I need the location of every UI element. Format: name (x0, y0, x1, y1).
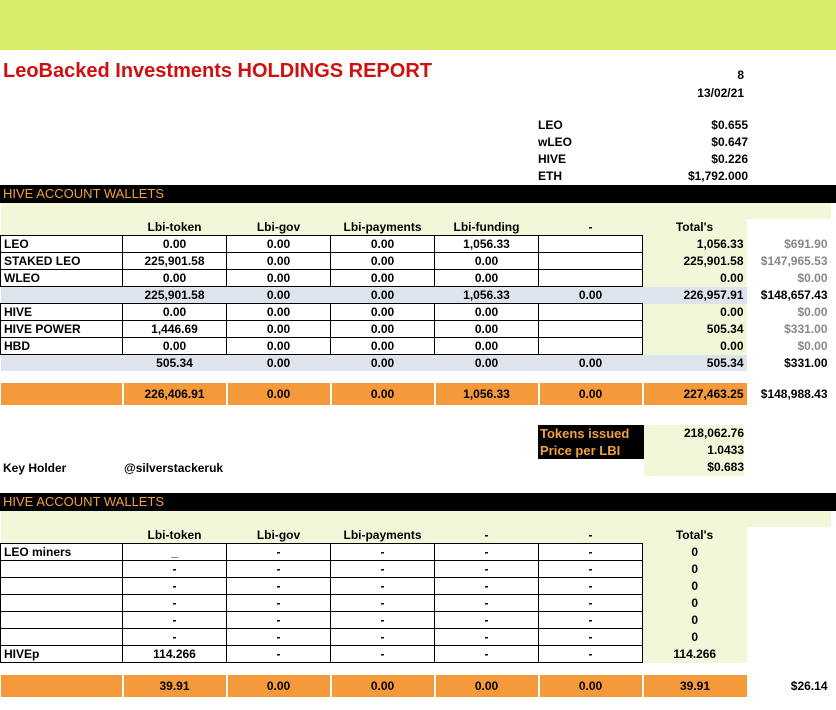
row-label (1, 355, 123, 372)
price-row: ETH $1,792.000 (538, 169, 748, 183)
tokens-issued-label: Tokens issued (538, 425, 644, 442)
table-row (1, 612, 831, 629)
table-cell: 0.00 (227, 355, 331, 372)
table-header-row: Lbi-token Lbi-gov Lbi-payments - - Total's (1, 527, 831, 544)
price-row: wLEO $0.647 (538, 135, 748, 149)
table-row (1, 646, 831, 663)
table-cell: - (227, 544, 331, 561)
table-cell: - (539, 646, 643, 663)
grand-total-row: 226,406.91 0.00 0.00 1,056.33 0.00 227,463.25 $148,988.43 (1, 383, 831, 405)
table-spacer-row (1, 663, 831, 676)
table-cell: 505.34 (123, 355, 227, 372)
row-total: 0 (643, 629, 747, 646)
table-cell: - (331, 578, 435, 595)
table-cell (539, 236, 643, 253)
row-total: 225,901.58 (643, 253, 747, 270)
table-cell: 0.00 (435, 338, 539, 355)
row-usd: $0.00 (797, 305, 828, 319)
row-usd (747, 561, 831, 578)
table-cell: 225,901.58 (123, 287, 227, 304)
table-cell: - (227, 595, 331, 612)
table-cell: - (227, 561, 331, 578)
row-usd: $147,965.53 (760, 254, 828, 268)
wallet-table-2 (0, 511, 831, 697)
row-total: 0 (643, 544, 747, 561)
table-cell: - (435, 595, 539, 612)
table-cell: - (227, 646, 331, 663)
table-cell: 0.00 (435, 253, 539, 270)
table-cell: 0.00 (227, 253, 331, 270)
table-cell: - (435, 629, 539, 646)
table-cell: - (331, 612, 435, 629)
row-total: 226,957.91 (643, 287, 747, 304)
row-total: 505.34 (643, 321, 747, 338)
table-cell: 0.00 (435, 355, 539, 372)
row-usd (747, 578, 831, 595)
table-row (1, 561, 831, 578)
row-total: 1,056.33 (643, 236, 747, 253)
row-label (1, 287, 123, 304)
top-banner (0, 0, 836, 50)
table-cell: 0.00 (331, 338, 435, 355)
table-row (1, 304, 831, 321)
table-header-row: Lbi-token Lbi-gov Lbi-payments Lbi-funding - Total's (1, 219, 831, 236)
table-cell: - (123, 561, 227, 578)
grand-total-row: 39.91 0.00 0.00 0.00 0.00 39.91 $26.14 (1, 675, 831, 697)
table-cell: 1,056.33 (435, 236, 539, 253)
price-per-lbi-label: Price per LBI (538, 442, 644, 459)
row-usd: $331.00 (784, 355, 828, 370)
table-cell: 0.00 (227, 338, 331, 355)
table-cell: - (331, 646, 435, 663)
table-row (1, 236, 831, 253)
table-cell: - (435, 612, 539, 629)
table-cell: - (435, 646, 539, 663)
table-cell: 0.00 (227, 304, 331, 321)
price-per-lbi-usd: $0.683 (644, 459, 744, 476)
row-total: 0 (643, 612, 747, 629)
table-row (1, 270, 831, 287)
row-total: 0 (643, 561, 747, 578)
report-date: 13/02/21 (697, 86, 744, 100)
table-cell: - (123, 612, 227, 629)
table-cell: - (227, 629, 331, 646)
table-cell: - (539, 544, 643, 561)
row-usd: $0.00 (797, 271, 828, 285)
table-spacer-row (1, 371, 831, 383)
table-cell: - (435, 561, 539, 578)
row-usd (747, 646, 831, 663)
table-cell (539, 270, 643, 287)
row-total: 0.00 (643, 338, 747, 355)
table-spacer-row (1, 511, 831, 527)
table-cell: 0.00 (123, 338, 227, 355)
table-cell: - (331, 595, 435, 612)
table-cell: - (123, 629, 227, 646)
row-label (1, 595, 123, 612)
report-number: 8 (737, 68, 744, 82)
table-cell: - (539, 629, 643, 646)
row-total: 114.266 (643, 646, 747, 663)
wallet-table-1 (0, 203, 831, 405)
table-cell: 0.00 (539, 287, 643, 304)
key-holder-label: Key Holder (3, 461, 67, 475)
row-total: 505.34 (643, 355, 747, 372)
table-cell: - (331, 544, 435, 561)
table-cell: 0.00 (227, 321, 331, 338)
table-cell: 0.00 (227, 270, 331, 287)
row-label: HIVE POWER (1, 321, 123, 338)
row-label (1, 612, 123, 629)
table-cell: - (539, 595, 643, 612)
table-cell: - (331, 629, 435, 646)
table-row (1, 544, 831, 561)
row-label (1, 561, 123, 578)
row-label (1, 629, 123, 646)
table-cell: - (539, 612, 643, 629)
row-label: HBD (1, 338, 123, 355)
table-cell: - (227, 612, 331, 629)
table-row (1, 578, 831, 595)
key-holder-value: @silverstackeruk (124, 461, 224, 475)
price-list (538, 118, 748, 186)
table-cell (539, 321, 643, 338)
price-per-lbi-value: 1.0433 (644, 442, 744, 459)
table-cell: 0.00 (331, 355, 435, 372)
table-cell: 1,056.33 (435, 287, 539, 304)
row-label: STAKED LEO (1, 253, 123, 270)
table-cell: 0.00 (331, 270, 435, 287)
row-usd (747, 612, 831, 629)
table-cell: - (539, 578, 643, 595)
row-label: LEO (1, 236, 123, 253)
table-cell: - (435, 544, 539, 561)
table-cell: - (539, 561, 643, 578)
table-cell: _ (123, 544, 227, 561)
table-cell: 0.00 (227, 287, 331, 304)
table-cell: - (435, 578, 539, 595)
table-cell: 0.00 (331, 321, 435, 338)
row-usd: $331.00 (784, 322, 828, 336)
table-spacer-row (1, 203, 831, 219)
section-header-2: HIVE ACCOUNT WALLETS (0, 493, 836, 511)
table-cell: 1,446.69 (123, 321, 227, 338)
table-cell: - (331, 561, 435, 578)
table-cell: - (123, 578, 227, 595)
table-cell (539, 253, 643, 270)
report-title: LeoBacked Investments HOLDINGS REPORT (3, 60, 432, 82)
table-cell: 225,901.58 (123, 253, 227, 270)
row-usd (747, 595, 831, 612)
table-row (1, 321, 831, 338)
table-cell: - (227, 578, 331, 595)
row-label: HIVEp (1, 646, 123, 663)
row-label: WLEO (1, 270, 123, 287)
table-row (1, 338, 831, 355)
table-cell: 0.00 (331, 304, 435, 321)
table-cell: 0.00 (435, 270, 539, 287)
row-label (1, 578, 123, 595)
table-cell: 0.00 (331, 287, 435, 304)
table-cell: 0.00 (435, 321, 539, 338)
table-cell: 114.266 (123, 646, 227, 663)
row-total: 0 (643, 595, 747, 612)
table-cell: 0.00 (331, 236, 435, 253)
table-cell: 0.00 (539, 355, 643, 372)
tokens-issued-value: 218,062.76 (644, 425, 744, 442)
table-cell: 0.00 (123, 236, 227, 253)
row-usd: $0.00 (797, 339, 828, 353)
price-row: HIVE $0.226 (538, 152, 748, 166)
section-header-1: HIVE ACCOUNT WALLETS (0, 185, 836, 203)
table-cell: - (123, 595, 227, 612)
row-total: 0.00 (643, 304, 747, 321)
row-usd (747, 544, 831, 561)
table-cell: 0.00 (123, 304, 227, 321)
table-cell: 0.00 (435, 304, 539, 321)
price-row: LEO $0.655 (538, 118, 748, 132)
table-cell: 0.00 (331, 253, 435, 270)
subtotal-row (1, 287, 831, 304)
table-cell: 0.00 (227, 236, 331, 253)
row-usd: $691.90 (784, 237, 828, 251)
table-cell (539, 304, 643, 321)
table-row (1, 595, 831, 612)
row-label: LEO miners (1, 544, 123, 561)
row-usd: $148,657.43 (760, 288, 828, 302)
row-label: HIVE (1, 304, 123, 321)
table-row (1, 629, 831, 646)
row-usd (747, 629, 831, 646)
row-total: 0.00 (643, 270, 747, 287)
table-row (1, 253, 831, 270)
subtotal-row (1, 355, 831, 372)
row-total: 0 (643, 578, 747, 595)
table-cell: 0.00 (123, 270, 227, 287)
table-cell (539, 338, 643, 355)
